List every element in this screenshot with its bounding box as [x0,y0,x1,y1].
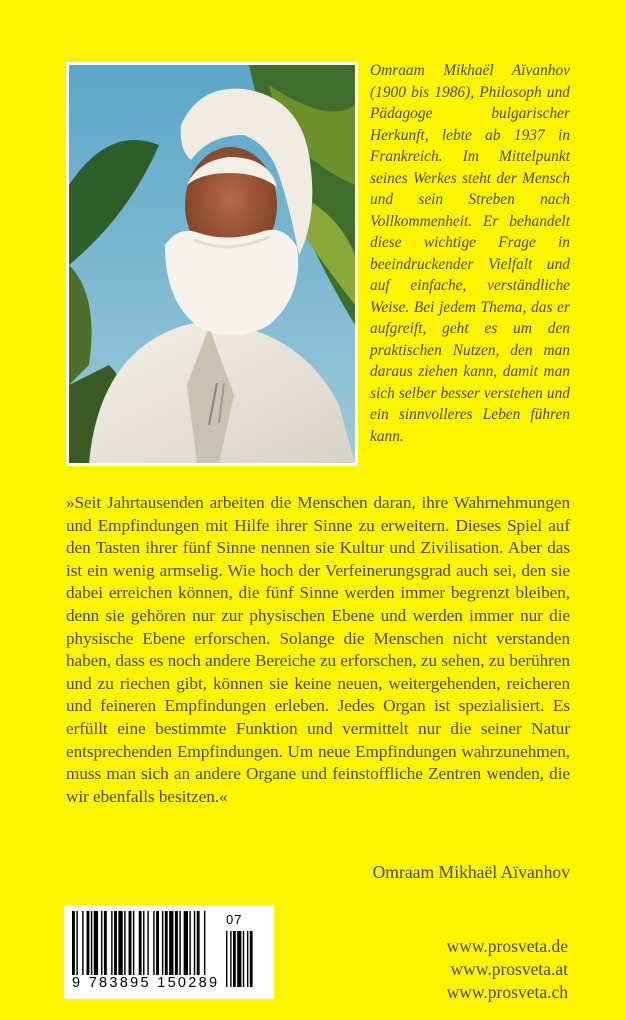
website-list [447,935,568,1004]
barcode-number: 9 783895 150289 [72,975,220,991]
barcode-addon-number: 07 [226,912,243,927]
website-link[interactable]: www.prosveta.at [450,959,568,979]
book-quote: »Seit Jahrtausenden arbeiten die Menschen daran, ihre Wahrnehmungen und Empfindungen mit Hilfe ihrer Sinne zu erweitern. Dieses Spiel auf den Tasten ihrer fünf Sinne nennen sie Kultur und Zivilisation. Aber das ist ein wenig armselig. Wie hoch der Verfeinerungsgrad auch sei, den sie dabei erreichen können, die fünf Sinne werden immer begrenzt bleiben, denn sie gehören nur zur physischen Ebene und werden immer nur die physische Ebene erforschen. Solange die Menschen nicht verstanden haben, dass es noch andere Bereiche zu erforschen, zu sehen, zu berühren und zu riechen gibt, können sie keine neuen, weitergehenden, reicheren und feineren Empfindungen erleben. Jedes Organ ist spezialisiert. Es erfüllt eine bestimmte Funktion und vermittelt nur die seiner Natur entsprechenden Empfindungen. Um neue Empfindungen wahrzunehmen, muss man sich an andere Organe und feinstoffliche Zentren wenden, die wir ebenfalls besitzen.« [66,493,570,806]
website-link[interactable]: www.prosveta.de [446,936,568,956]
author-photo [66,62,358,466]
quote-author: Omraam Mikhaël Aïvanhov [372,862,570,882]
portrait-photo-icon [69,65,355,463]
author-biography: Omraam Mikhaël Aïvanhov (1900 bis 1986), Philosoph und Pädagoge bulgarischer Herkunft, lebte ab 1937 in Frankreich. Im Mittelpunkt seines Werkes steht der Mensch und sein Streben nach Vollkommenheit. Er behandelt diese wichtige Frage in beeindruckender Vielfalt und auf einfache, verständliche Weise. Bei jedem Thema, das er aufgreift, geht es um den praktischen Nutzen, den man daraus ziehen kann, damit man sich selber besser verstehen und ein sinnvolleres Leben führen kann. [370,62,570,445]
website-link[interactable]: www.prosveta.ch [446,982,568,1002]
